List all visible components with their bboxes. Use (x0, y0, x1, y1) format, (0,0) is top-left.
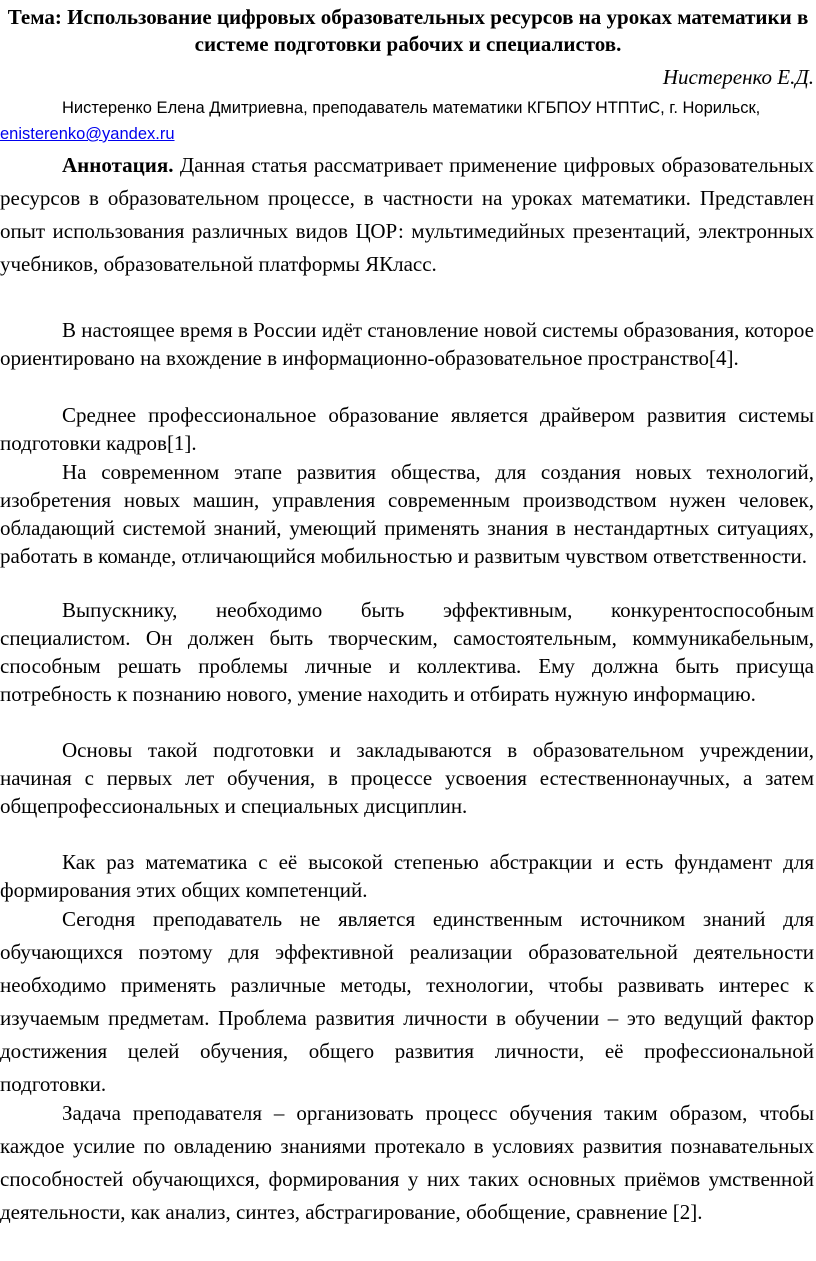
author-email-link[interactable]: enisterenko@yandex.ru (0, 125, 175, 143)
paragraph-7: Сегодня преподаватель не является единственным источником знаний для обучающихся поэтому для эффективной реализации образовательной деятельности необходимо применять различные методы, технологии, чтобы развивать интерес к изучаемым предметам. Проблема развития личности в обучении – это ведущий фактор достижения целей обучения, общего развития личности, её профессиональной подготовки. (0, 907, 814, 1096)
annotation-paragraph (0, 149, 814, 281)
paragraph-1: В настоящее время в России идёт становление новой системы образования, которое ориентировано на вхождение в информационно-образовательное пространство[4]. (0, 318, 814, 370)
author-details (0, 95, 814, 147)
annotation-text: Данная статья рассматривает применение цифровых образовательных ресурсов в образовательном процессе, в частности на уроках математики. Представлен опыт использования различных видов ЦОР: мультимедийных презентаций, электронных учебников, образовательной платформы ЯКласс. (0, 153, 815, 276)
annotation-label: Аннотация. (62, 153, 174, 177)
author-short-name: Нистеренко Е.Д. (662, 65, 814, 89)
paragraph-4: Выпускнику, необходимо быть эффективным, конкурентоспособным специалистом. Он должен быть творческим, самостоятельным, коммуникабельным, способным решать проблемы личные и коллектива. Ему должна быть присуща потребность к познанию нового, умение находить и отбирать нужную информацию. (0, 598, 814, 706)
paragraph-5: Основы такой подготовки и закладываются в образовательном учреждении, начиная с первых лет обучения, в процессе усвоения естественнонаучных, а затем общепрофессиональных и специальных дисциплин. (0, 738, 814, 818)
paragraph-3: На современном этапе развития общества, для создания новых технологий, изобретения новых машин, управления современным производством нужен человек, обладающий системой знаний, умеющий применять знания в нестандартных ситуациях, работать в команде, отличающийся мобильностью и развитым чувством ответственности. (0, 460, 814, 568)
paragraph-8: Задача преподавателя – организовать процесс обучения таким образом, чтобы каждое усилие по овладению знаниями протекало в условиях развития познавательных способностей обучающихся, формирования у них таких основных приёмов умственной деятельности, как анализ, синтез, абстрагирование, обобщение, сравнение [2]. (0, 1101, 814, 1224)
paragraph-2: Среднее профессиональное образование является драйвером развития системы подготовки кадров[1]. (0, 403, 814, 455)
paragraph-6: Как раз математика с её высокой степенью абстракции и есть фундамент для формирования этих общих компетенций. (0, 850, 814, 902)
article-title: Тема: Использование цифровых образовательных ресурсов на уроках математики в системе подготовки рабочих и специалистов. (7, 5, 809, 56)
author-full-info: Нистеренко Елена Дмитриевна, преподаватель математики КГБПОУ НТПТиС, г. Норильск, (62, 99, 761, 117)
